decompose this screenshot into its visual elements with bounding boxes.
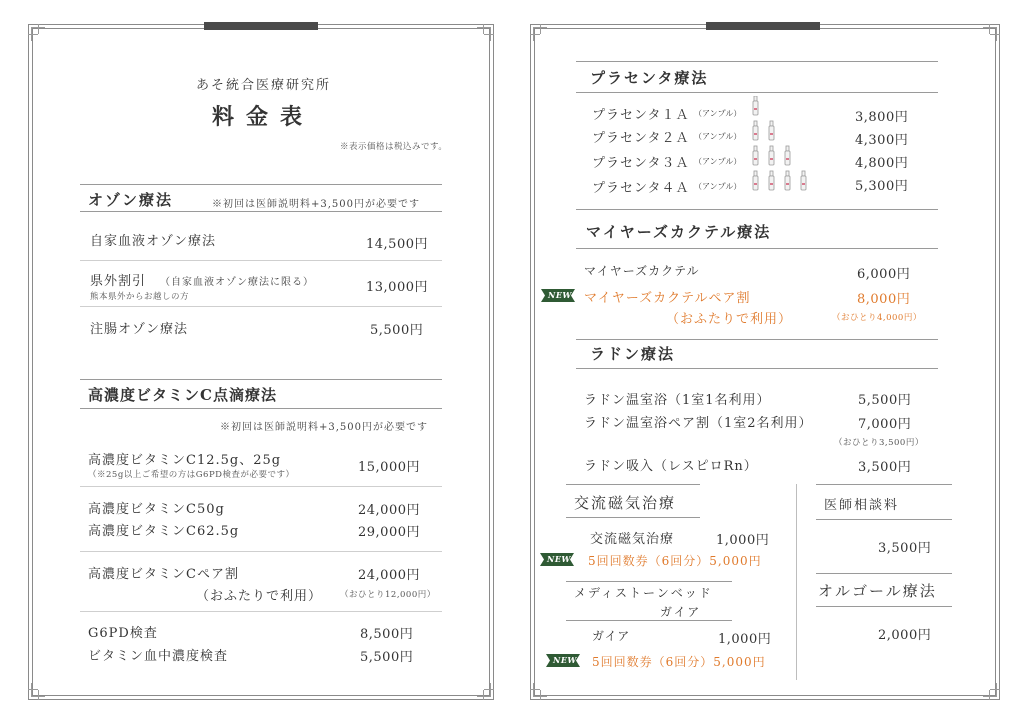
section-heading-ozone: オゾン療法 <box>88 191 174 209</box>
ozone-note: ※初回は医師説明料+3,500円が必要です <box>212 199 421 210</box>
panel-top-tab <box>204 22 318 30</box>
ampoule-icon <box>769 146 774 165</box>
menu-item-price: 3,500円 <box>858 460 912 475</box>
placenta-item-name: プラセンタ４Ａ <box>592 181 690 196</box>
placenta-item-name: プラセンタ３Ａ <box>592 156 690 171</box>
menu-item-price: 6,000円 <box>857 267 911 282</box>
menu-item-sub-price: （おひとり3,500円） <box>834 438 924 448</box>
new-badge-label: NEW <box>553 655 577 665</box>
menu-item-price: 14,500円 <box>366 237 428 252</box>
corner-ornament <box>28 680 48 700</box>
section-rule <box>576 339 938 340</box>
section-rule <box>816 573 952 574</box>
item-divider <box>80 260 442 261</box>
corner-ornament <box>474 680 494 700</box>
section-heading-meditone: メディストーンベッド <box>574 586 713 600</box>
ampoule-icons <box>750 96 820 196</box>
menu-item-name: マイヤーズカクテル <box>584 264 700 278</box>
ampoule-icon <box>753 146 758 165</box>
ampoule-icon <box>769 121 774 140</box>
section-rule <box>816 484 952 485</box>
vitamin-c-note: ※初回は医師説明料+3,500円が必要です <box>220 422 429 433</box>
placenta-item-price: 4,800円 <box>855 156 909 171</box>
menu-item-name: 自家血液オゾン療法 <box>90 234 217 249</box>
section-heading-orgel: オルゴール療法 <box>818 582 937 600</box>
corner-ornament <box>530 680 550 700</box>
menu-item-name: 高濃度ビタミンC12.5g、25g <box>88 453 282 468</box>
org-name: あそ統合医療研究所 <box>196 78 332 93</box>
placenta-item-name: プラセンタ１Ａ <box>592 108 690 123</box>
corner-ornament <box>28 24 48 44</box>
placenta-item-name: プラセンタ２Ａ <box>592 131 690 146</box>
menu-item-sub: 熊本県外からお越しの方 <box>90 292 190 302</box>
section-rule <box>566 517 700 518</box>
menu-item-price: 5,500円 <box>370 323 424 338</box>
menu-item-sub: （おふたりで利用） <box>666 312 793 327</box>
new-badge-label: NEW <box>547 554 571 564</box>
section-rule <box>576 92 938 93</box>
section-rule <box>576 248 938 249</box>
page-title: 料金表 <box>212 104 315 130</box>
menu-item-name: 高濃度ビタミンCペア割 <box>88 567 239 582</box>
menu-item-price: 13,000円 <box>366 280 428 295</box>
menu-item-name: 5回回数券（6回分）5,000円 <box>588 554 762 568</box>
menu-item-price: 8,500円 <box>360 627 414 642</box>
menu-item-name: ラドン温室浴（1室1名利用） <box>584 393 771 408</box>
section-rule <box>80 184 442 185</box>
menu-item-sub-price: （おひとり4,000円） <box>832 313 922 323</box>
ampoule-icon <box>785 171 790 190</box>
corner-ornament <box>980 680 1000 700</box>
item-divider <box>80 611 442 612</box>
section-rule <box>576 368 938 369</box>
ampoule-icon <box>753 121 758 140</box>
corner-ornament <box>530 24 550 44</box>
tax-note: ※表示価格は税込みです。 <box>340 142 448 152</box>
menu-item-price: 7,000円 <box>858 417 912 432</box>
section-rule <box>816 606 952 607</box>
section-heading-consultation: 医師相談料 <box>824 498 900 513</box>
menu-item-sub: （※25g以上ご希望の方はG6PD検査が必要です） <box>88 470 295 480</box>
placenta-item-price: 5,300円 <box>855 179 909 194</box>
menu-item-sub: （おふたりで利用） <box>196 589 323 604</box>
menu-item-name: 県外割引 <box>90 274 147 289</box>
menu-item-name: 注腸オゾン療法 <box>90 322 189 337</box>
menu-item-name: マイヤーズカクテルペア割 <box>584 291 751 306</box>
section-heading-placenta: プラセンタ療法 <box>590 69 709 87</box>
menu-item-price: 24,000円 <box>358 503 420 518</box>
ampoule-icon <box>769 171 774 190</box>
ampoule-label: （アンプル） <box>694 157 742 166</box>
item-divider <box>80 551 442 552</box>
section-heading-radon: ラドン療法 <box>590 345 676 363</box>
section-rule <box>576 209 938 210</box>
section-rule <box>566 581 732 582</box>
ampoule-label: （アンプル） <box>694 109 742 118</box>
consultation-price: 3,500円 <box>878 541 932 556</box>
menu-item-name: ビタミン血中濃度検査 <box>88 649 229 664</box>
section-rule <box>80 211 442 212</box>
section-heading-vitamin-c: 高濃度ビタミンC点滴療法 <box>88 386 277 404</box>
item-divider <box>80 486 442 487</box>
menu-item-price: 15,000円 <box>358 460 420 475</box>
menu-item-name: 高濃度ビタミンC50g <box>88 502 225 517</box>
section-rule <box>80 379 442 380</box>
menu-item-name: 5回回数券（6回分）5,000円 <box>592 655 766 669</box>
menu-item-price: 8,000円 <box>857 292 911 307</box>
section-heading-meditone-sub: ガイア <box>660 605 702 619</box>
ampoule-icon <box>753 171 758 190</box>
menu-item-price: 29,000円 <box>358 525 420 540</box>
menu-item-name: ラドン吸入（レスピロRn） <box>584 459 758 474</box>
menu-item-sub-price: （おひとり12,000円） <box>340 590 436 600</box>
new-badge-label: NEW <box>548 290 572 300</box>
menu-item-name: ラドン温室浴ペア割（1室2名利用） <box>584 416 813 431</box>
section-heading-myers: マイヤーズカクテル療法 <box>586 223 772 241</box>
item-divider <box>80 306 442 307</box>
section-rule <box>576 61 938 62</box>
section-rule <box>80 408 442 409</box>
panel-top-tab <box>706 22 820 30</box>
menu-item-name: G6PD検査 <box>88 626 158 641</box>
menu-item-price: 5,500円 <box>360 650 414 665</box>
menu-item-name: 高濃度ビタミンC62.5g <box>88 524 240 539</box>
section-rule <box>566 484 700 485</box>
menu-item-qualifier: （自家血液オゾン療法に限る） <box>160 277 314 288</box>
column-divider <box>796 484 797 680</box>
ampoule-label: （アンプル） <box>694 132 742 141</box>
section-rule <box>566 620 732 621</box>
menu-item-name: 交流磁気治療 <box>590 532 675 547</box>
corner-ornament <box>980 24 1000 44</box>
corner-ornament <box>474 24 494 44</box>
ampoule-icon <box>801 171 806 190</box>
section-rule <box>816 519 952 520</box>
menu-item-price: 1,000円 <box>716 533 770 548</box>
orgel-price: 2,000円 <box>878 628 932 643</box>
menu-item-price: 24,000円 <box>358 568 420 583</box>
menu-item-price: 5,500円 <box>858 393 912 408</box>
menu-item-name: ガイア <box>592 629 631 643</box>
section-heading-ac-magnetic: 交流磁気治療 <box>574 494 677 512</box>
placenta-item-price: 3,800円 <box>855 110 909 125</box>
ampoule-label: （アンプル） <box>694 182 742 191</box>
ampoule-icon <box>785 146 790 165</box>
menu-item-price: 1,000円 <box>718 632 772 647</box>
placenta-item-price: 4,300円 <box>855 133 909 148</box>
ampoule-icon <box>753 96 758 115</box>
